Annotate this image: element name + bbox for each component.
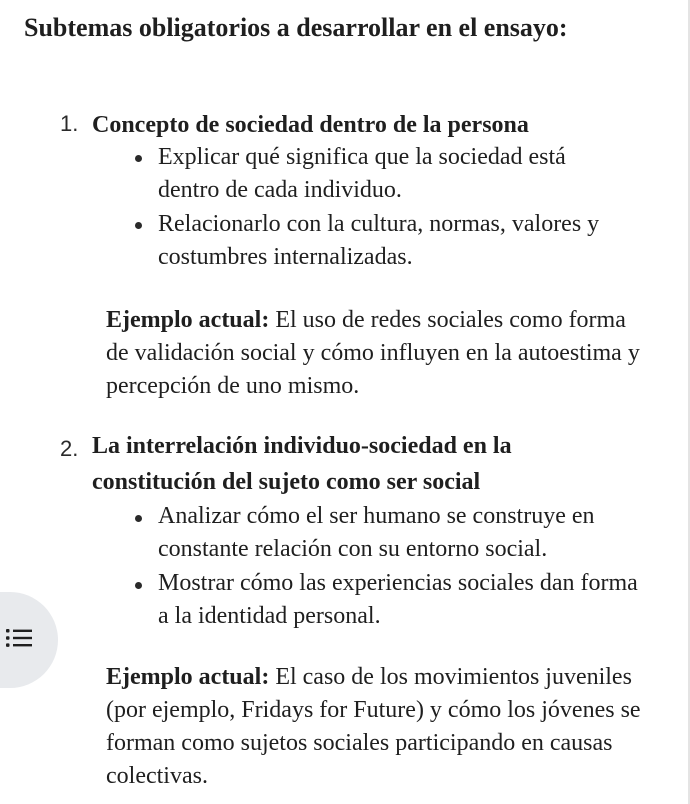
example-label: Ejemplo actual:	[106, 664, 270, 690]
section-number: 2.	[60, 436, 79, 461]
example-text: El uso de redes sociales como forma de validación social y cómo influyen en la autoestima y percepción de uno mismo.	[106, 307, 640, 399]
example-label: Ejemplo actual:	[106, 307, 270, 333]
section-title: Concepto de sociedad dentro de la persona	[92, 112, 529, 138]
section-title: La interrelación individuo-sociedad en la constitución del sujeto como ser social	[92, 433, 512, 495]
section-number: 1.	[60, 111, 79, 136]
example-paragraph	[106, 304, 651, 403]
bullet-item: Relacionarlo con la cultura, normas, valores y costumbres internalizadas.	[158, 211, 600, 270]
bullet-dot	[135, 582, 142, 589]
example-text: El caso de los movimientos juveniles (por ejemplo, Fridays for Future) y cómo los jóvenes se forman como sujetos sociales participando en causas colectivas.	[106, 664, 641, 789]
bullet-item: Analizar cómo el ser humano se construye en constante relación con su entorno social.	[158, 503, 595, 562]
bullet-item: Explicar qué significa que la sociedad está dentro de cada individuo.	[158, 144, 566, 203]
bullet-dot	[135, 222, 142, 229]
page-title: Subtemas obligatorios a desarrollar en el ensayo:	[24, 13, 568, 42]
bullet-dot	[135, 155, 142, 162]
list-icon	[6, 625, 32, 651]
outline-button[interactable]	[0, 592, 58, 688]
example-paragraph	[106, 661, 666, 793]
bullet-dot	[135, 515, 142, 522]
bullet-item: Mostrar cómo las experiencias sociales dan forma a la identidad personal.	[158, 570, 638, 629]
